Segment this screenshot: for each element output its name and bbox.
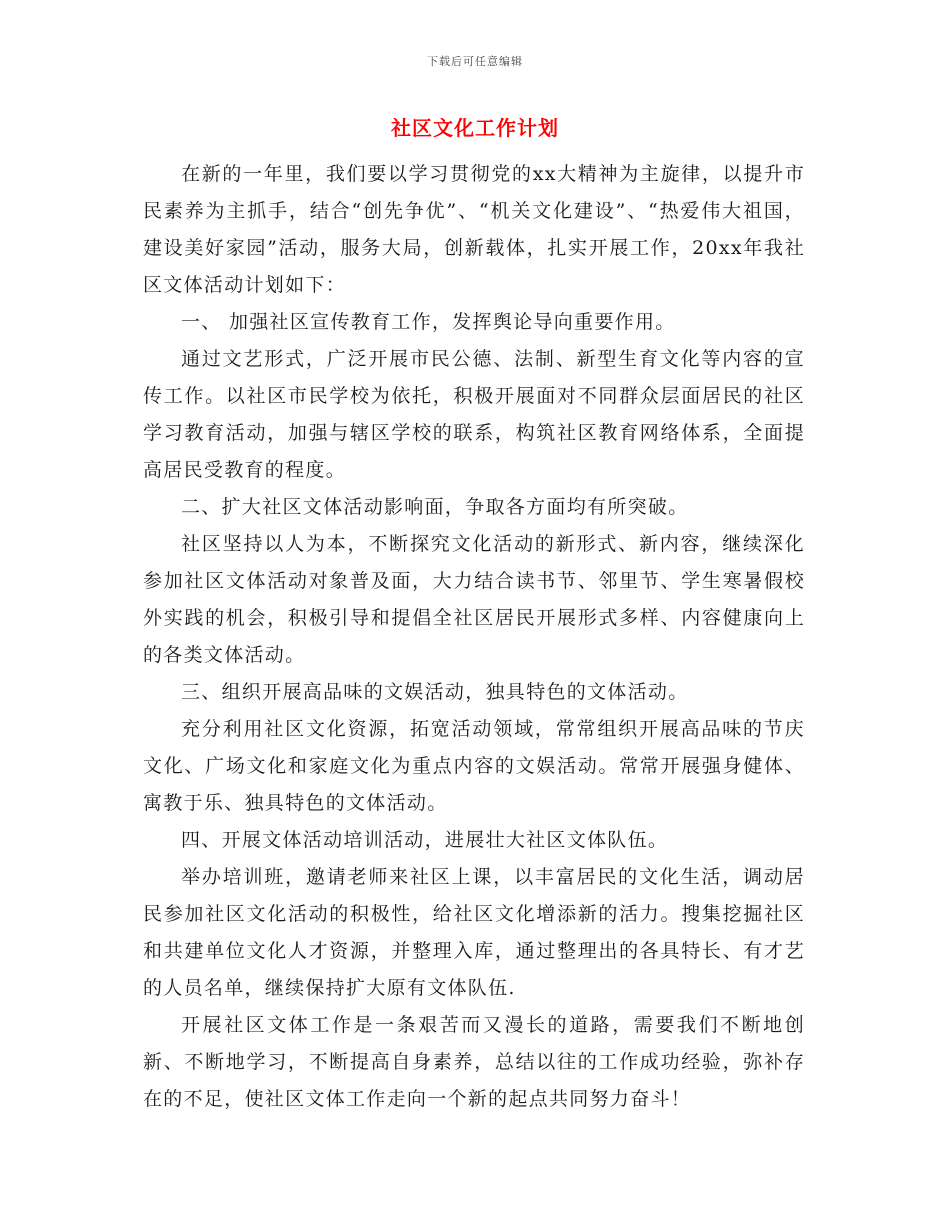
section-1-heading: 一、 加强社区宣传教育工作，发挥舆论导向重要作用。 bbox=[181, 311, 676, 333]
page-header-note: 下载后可任意编辑 bbox=[427, 55, 523, 68]
section-4-paragraph: 举办培训班，邀请老师来社区上课，以丰富居民的文化生活，调动居民参加社区文化活动的积极性，给社区文化增添新的活力。搜集挖掘社区和共建单位文化人才资源，并整理入库，通过整理出的各具特长、有才艺的人员名单，继续保持扩大原有文体队伍. bbox=[143, 866, 805, 999]
section-1-paragraph: 通过文艺形式，广泛开展市民公德、法制、新型生育文化等内容的宣传工作。以社区市民学校为依托，积极开展面对不同群众层面居民的社区学习教育活动，加强与辖区学校的联系，构筑社区教育网络体系，全面提高居民受教育的程度。 bbox=[143, 348, 805, 481]
section-3-heading: 三、组织开展高品味的文娱活动，独具特色的文体活动。 bbox=[181, 681, 689, 703]
section-2-paragraph: 社区坚持以人为本，不断探究文化活动的新形式、新内容，继续深化参加社区文体活动对象普及面，大力结合读书节、邻里节、学生寒暑假校外实践的机会，积极引导和提倡全社区居民开展形式多样、内容健康向上的各类文体活动。 bbox=[143, 533, 805, 666]
section-4-heading: 四、开展文体活动培训活动，进展壮大社区文体队伍。 bbox=[181, 829, 669, 851]
conclusion-paragraph: 开展社区文体工作是一条艰苦而又漫长的道路，需要我们不断地创新、不断地学习，不断提高自身素养，总结以往的工作成功经验，弥补存在的不足，使社区文体工作走向一个新的起点共同努力奋斗！ bbox=[143, 1014, 805, 1110]
section-2-heading: 二、扩大社区文体活动影响面，争取各方面均有所突破。 bbox=[181, 496, 689, 518]
document-title: 社区文化工作计划 bbox=[391, 116, 559, 140]
intro-paragraph: 在新的一年里，我们要以学习贯彻党的xx大精神为主旋律，以提升市民素养为主抓手，结合“创先争优”、“机关文化建设”、“热爱伟大祖国，建设美好家园”活动，服务大局，创新载体，扎实开展工作，20xx年我社区文体活动计划如下： bbox=[143, 163, 805, 296]
section-3-paragraph: 充分利用社区文化资源，拓宽活动领域，常常组织开展高品味的节庆文化、广场文化和家庭文化为重点内容的文娱活动。常常开展强身健体、寓教于乐、独具特色的文体活动。 bbox=[143, 718, 805, 814]
document-body bbox=[143, 156, 805, 1118]
